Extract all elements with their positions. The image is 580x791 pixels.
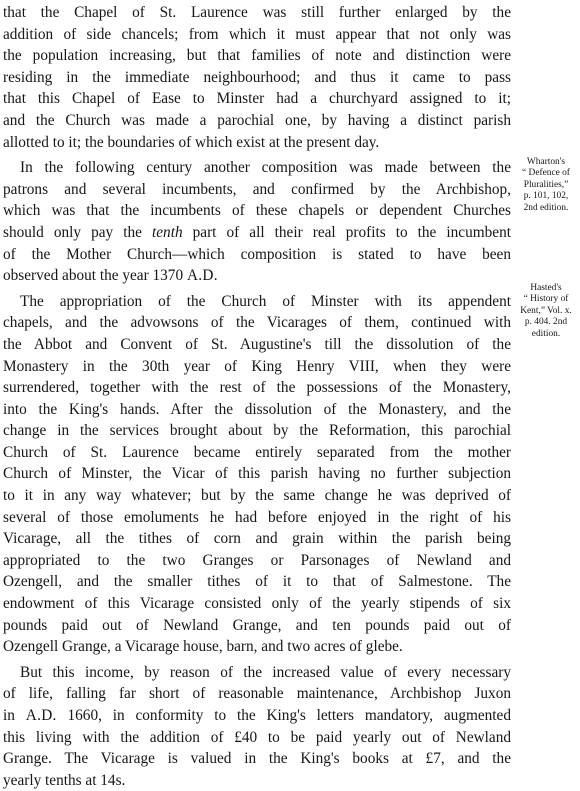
text-line: residing in the immediate neighbourhood; and thus it came to pass: [3, 68, 511, 86]
text-line: of the Mother Church—which composition is stated to have been: [3, 245, 511, 263]
text-line: Monastery in the 30th year of King Henry VIII, when they were: [3, 357, 511, 375]
styled-word: A.D.: [186, 267, 218, 285]
text-line: should only pay the tenth part of all their real profits to the incumbent: [3, 223, 511, 241]
text-line: to it in any way whatever; but by the same change he was deprived of: [3, 487, 511, 505]
margin-note-line: Kent,” Vol. x.: [520, 305, 572, 316]
text-line: that this Chapel of Ease to Minster had a churchyard assigned to it;: [3, 90, 511, 108]
text-line: pounds paid out of Newland Grange, and ten pounds paid out of: [3, 616, 511, 634]
paragraph-3: [3, 291, 511, 658]
margin-note-line: Pluralities,”: [523, 179, 569, 190]
text-line: the population increasing, but that families of note and distinction were: [3, 47, 511, 65]
text-line: Grange. The Vicarage is valued in the King's books at £7, and the: [3, 750, 511, 768]
text-line: The appropriation of the Church of Minster with its appendent: [20, 292, 511, 310]
text-line: into the King's hands. After the dissolution of the Monastery, and the: [3, 400, 511, 418]
margin-note-line: edition.: [531, 328, 561, 339]
text-line: that the Chapel of St. Laurence was still further enlarged by the: [3, 4, 511, 21]
text-line: Church of Minster, the Vicar of this parish having no further subjection: [3, 465, 511, 483]
text-line: chapels, and the advowsons of the Vicarages of them, continued with: [3, 314, 511, 332]
margin-note-line: p. 101, 102,: [523, 191, 569, 202]
text-line: Ozengell Grange, a Vicarage house, barn, and two acres of glebe.: [3, 638, 403, 656]
body-text: [3, 2, 511, 791]
styled-word: A.D.: [25, 707, 57, 724]
text-line: Vicarage, all the tithes of corn and grain within the parish being: [3, 530, 511, 548]
paragraph-4: [3, 662, 511, 791]
text-line: observed about the year 1370 A.D.: [3, 267, 218, 285]
text-line: appropriated to the two Granges or Parsonages of Newland and: [3, 551, 511, 569]
text-line: But this income, by reason of the increased value of every necessary: [20, 663, 511, 681]
text-line: in A.D. 1660, in conformity to the King's letters mandatory, augmented: [3, 707, 511, 724]
margin-note-line: 2nd edition.: [523, 202, 569, 213]
text-line: several of those emoluments he had before enjoyed in the right of his: [3, 508, 511, 526]
margin-note-line: p. 404. 2nd: [524, 317, 568, 328]
margin-note-line: “ History of: [523, 294, 569, 305]
text-line: of life, falling far short of reasonable maintenance, Archbishop Juxon: [3, 685, 511, 703]
paragraph-1: [3, 2, 511, 153]
margin-note-line: “ Defence of: [522, 168, 570, 179]
text-line: allotted to it; the boundaries of which exist at the present day.: [3, 133, 380, 151]
text-line: Ozengell, and the smaller tithes of it to that of Salmestone. The: [3, 573, 511, 591]
text-line: surrendered, together with the rest of the possessions of the Monastery,: [3, 379, 511, 397]
text-line: endowment of this Vicarage consisted only of the yearly stipends of six: [3, 595, 511, 613]
styled-word: tenth: [152, 223, 183, 241]
text-line: change in the services brought about by the Reformation, this parochial: [3, 422, 511, 440]
paragraph-2: [3, 157, 511, 287]
margin-note-wharton: [516, 157, 576, 214]
text-line: addition of side chancels; from which it must appear that not only was: [3, 25, 511, 43]
text-line: the Abbot and Convent of St. Augustine's till the dissolution of the: [3, 335, 511, 353]
text-line: Church of St. Laurence became entirely separated from the mother: [3, 443, 511, 461]
margin-note-line: Wharton's: [526, 157, 566, 167]
margin-note-hasted: [516, 283, 576, 340]
margin-note-line: Hasted's: [530, 283, 562, 293]
text-line: In the following century another composition was made between the: [20, 159, 511, 177]
text-line: patrons and several incumbents, and confirmed by the Archbishop,: [3, 180, 511, 198]
text-line: this living with the addition of £40 to be paid yearly out of Newland: [3, 728, 511, 746]
text-line: and the Church was made a parochial one, by having a distinct parish: [3, 111, 511, 129]
text-line: which was that the incumbents of these chapels or dependent Churches: [3, 202, 511, 220]
text-line: yearly tenths at 14s.: [3, 771, 126, 789]
